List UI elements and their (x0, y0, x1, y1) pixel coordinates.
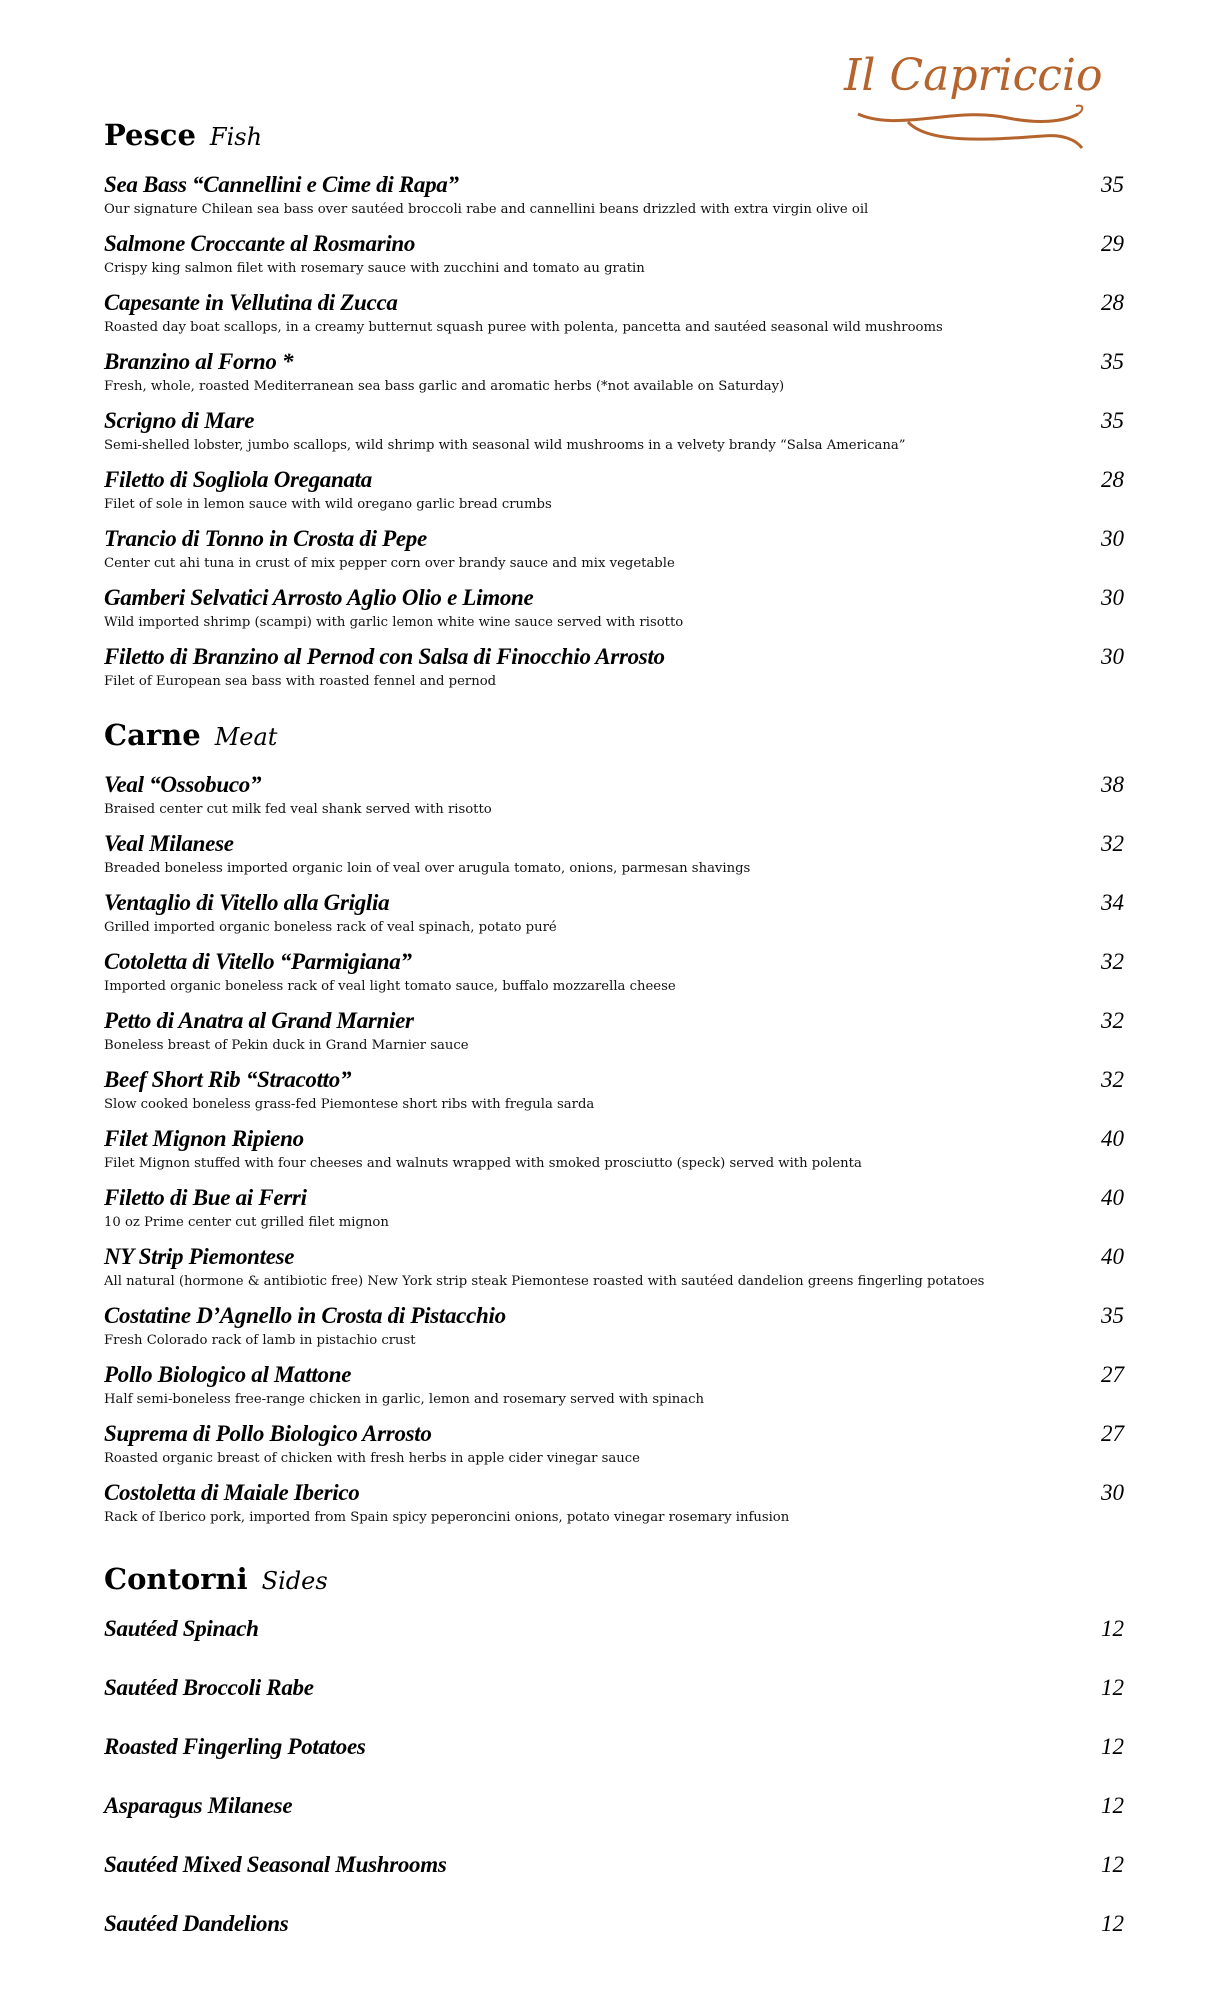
menu-item (104, 172, 1124, 231)
item-name: Asparagus Milanese (104, 1793, 293, 1818)
menu-item (104, 1421, 1124, 1480)
item-description: Rack of Iberico pork, imported from Spain spicy peperoncini onions, potato vinegar rosemary infusion (104, 1510, 790, 1525)
section-header (104, 118, 1124, 158)
item-description: All natural (hormone & antibiotic free) New York strip steak Piemontese roasted with sautéed dandelion greens fingerling potatoes (104, 1274, 985, 1289)
item-price: 12 (1101, 1852, 1124, 1877)
section-title: Contorni (104, 1562, 248, 1596)
item-name: Capesante in Vellutina di Zucca (104, 290, 398, 315)
menu-item (104, 1303, 1124, 1362)
item-name: Sea Bass “Cannellini e Cime di Rapa” (104, 172, 459, 197)
section-pesce (104, 118, 1124, 703)
item-description: Fresh, whole, roasted Mediterranean sea bass garlic and aromatic herbs (*not available on Saturday) (104, 379, 785, 394)
menu-item (104, 467, 1124, 526)
item-name: Pollo Biologico al Mattone (104, 1362, 352, 1387)
item-name: Sautéed Broccoli Rabe (104, 1675, 314, 1700)
item-price: 12 (1101, 1793, 1124, 1818)
item-description: Crispy king salmon filet with rosemary sauce with zucchini and tomato au gratin (104, 261, 645, 276)
menu-item (104, 526, 1124, 585)
item-price: 30 (1101, 644, 1124, 669)
item-name: Branzino al Forno * (104, 349, 294, 374)
item-name: Filet Mignon Ripieno (104, 1126, 304, 1151)
item-name: Filetto di Branzino al Pernod con Salsa di Finocchio Arrosto (104, 644, 665, 669)
menu-item (104, 1008, 1124, 1067)
item-description: Breaded boneless imported organic loin of veal over arugula tomato, onions, parmesan shavings (104, 861, 751, 876)
item-name: Ventaglio di Vitello alla Griglia (104, 890, 390, 915)
item-name: Salmone Croccante al Rosmarino (104, 231, 416, 256)
menu-items (104, 772, 1124, 1539)
item-name: Cotoletta di Vitello “Parmigiana” (104, 949, 412, 974)
item-description: Our signature Chilean sea bass over sautéed broccoli rabe and cannellini beans drizzled with extra virgin olive oil (104, 202, 869, 217)
section-subtitle: Meat (214, 723, 278, 751)
item-name: Costoletta di Maiale Iberico (104, 1480, 360, 1505)
menu-item (104, 772, 1124, 831)
menu-item (104, 1852, 1124, 1911)
item-price: 12 (1101, 1616, 1124, 1641)
item-description: Imported organic boneless rack of veal light tomato sauce, buffalo mozzarella cheese (104, 979, 676, 994)
item-price: 35 (1101, 349, 1124, 374)
item-name: Trancio di Tonno in Crosta di Pepe (104, 526, 427, 551)
menu-item (104, 831, 1124, 890)
item-price: 32 (1101, 949, 1124, 974)
menu-item (104, 231, 1124, 290)
item-price: 30 (1101, 526, 1124, 551)
section-contorni (104, 1562, 1124, 1970)
menu-item (104, 949, 1124, 1008)
item-name: Costatine D’Agnello in Crosta di Pistacchio (104, 1303, 506, 1328)
item-price: 35 (1101, 1303, 1124, 1328)
item-name: Filetto di Bue ai Ferri (104, 1185, 307, 1210)
menu-item (104, 1126, 1124, 1185)
menu-item (104, 1911, 1124, 1970)
menu-items (104, 172, 1124, 703)
item-price: 40 (1101, 1244, 1124, 1269)
section-title: Pesce (104, 118, 196, 152)
menu-item (104, 1480, 1124, 1539)
item-price: 27 (1101, 1421, 1124, 1446)
menu-item (104, 290, 1124, 349)
menu-item (104, 349, 1124, 408)
item-description: Half semi-boneless free-range chicken in garlic, lemon and rosemary served with spinach (104, 1392, 705, 1407)
item-name: Petto di Anatra al Grand Marnier (104, 1008, 414, 1033)
item-price: 38 (1101, 772, 1124, 797)
item-price: 32 (1101, 831, 1124, 856)
item-description: Roasted organic breast of chicken with fresh herbs in apple cider vinegar sauce (104, 1451, 640, 1466)
menu-item (104, 1675, 1124, 1734)
menu-item (104, 1616, 1124, 1675)
menu-item (104, 1734, 1124, 1793)
item-description: Fresh Colorado rack of lamb in pistachio crust (104, 1333, 416, 1348)
item-description: Grilled imported organic boneless rack of veal spinach, potato puré (104, 920, 557, 935)
item-price: 32 (1101, 1067, 1124, 1092)
item-name: Scrigno di Mare (104, 408, 255, 433)
section-subtitle: Fish (209, 123, 263, 151)
menu-item (104, 1067, 1124, 1126)
item-description: Roasted day boat scallops, in a creamy butternut squash puree with polenta, pancetta and sautéed seasonal wild mushrooms (104, 320, 943, 335)
item-name: Roasted Fingerling Potatoes (104, 1734, 366, 1759)
item-description: Braised center cut milk fed veal shank served with risotto (104, 802, 492, 817)
item-description: Wild imported shrimp (scampi) with garlic lemon white wine sauce served with risotto (104, 615, 684, 630)
item-name: Sautéed Mixed Seasonal Mushrooms (104, 1852, 447, 1877)
logo-wordmark: Il Capriccio (844, 50, 1103, 101)
menu-item (104, 1185, 1124, 1244)
item-description: Center cut ahi tuna in crust of mix pepper corn over brandy sauce and mix vegetable (104, 556, 675, 571)
item-price: 30 (1101, 585, 1124, 610)
item-price: 30 (1101, 1480, 1124, 1505)
section-header (104, 718, 1124, 758)
section-header (104, 1562, 1124, 1602)
menu-item (104, 408, 1124, 467)
item-description: Slow cooked boneless grass-fed Piemontese short ribs with fregula sarda (104, 1097, 595, 1112)
item-description: Filet of European sea bass with roasted fennel and pernod (104, 674, 497, 689)
item-name: Sautéed Dandelions (104, 1911, 289, 1936)
section-subtitle: Sides (261, 1567, 328, 1595)
item-price: 12 (1101, 1734, 1124, 1759)
item-description: Filet Mignon stuffed with four cheeses and walnuts wrapped with smoked prosciutto (speck) served with polenta (104, 1156, 862, 1171)
item-price: 35 (1101, 172, 1124, 197)
section-title: Carne (104, 718, 201, 752)
menu-item (104, 890, 1124, 949)
item-price: 29 (1101, 231, 1124, 256)
item-price: 28 (1101, 467, 1124, 492)
menu-item (104, 644, 1124, 703)
item-price: 27 (1101, 1362, 1124, 1387)
item-name: Sautéed Spinach (104, 1616, 259, 1641)
item-price: 12 (1101, 1911, 1124, 1936)
menu-item (104, 1244, 1124, 1303)
item-description: Filet of sole in lemon sauce with wild oregano garlic bread crumbs (104, 497, 552, 512)
menu-items (104, 1616, 1124, 1970)
menu-item (104, 585, 1124, 644)
section-carne (104, 718, 1124, 1539)
item-name: NY Strip Piemontese (104, 1244, 295, 1269)
item-description: Semi-shelled lobster, jumbo scallops, wild shrimp with seasonal wild mushrooms in a velvety brandy “Salsa Americana” (104, 438, 906, 453)
item-price: 28 (1101, 290, 1124, 315)
item-price: 35 (1101, 408, 1124, 433)
item-name: Veal “Ossobuco” (104, 772, 262, 797)
item-price: 32 (1101, 1008, 1124, 1033)
menu-item (104, 1793, 1124, 1852)
item-price: 34 (1101, 890, 1124, 915)
menu-item (104, 1362, 1124, 1421)
item-description: 10 oz Prime center cut grilled filet mignon (104, 1215, 389, 1230)
item-name: Gamberi Selvatici Arrosto Aglio Olio e Limone (104, 585, 534, 610)
item-price: 40 (1101, 1185, 1124, 1210)
item-name: Veal Milanese (104, 831, 234, 856)
item-description: Boneless breast of Pekin duck in Grand Marnier sauce (104, 1038, 469, 1053)
item-name: Beef Short Rib “Stracotto” (104, 1067, 352, 1092)
item-price: 40 (1101, 1126, 1124, 1151)
item-name: Suprema di Pollo Biologico Arrosto (104, 1421, 432, 1446)
item-name: Filetto di Sogliola Oreganata (104, 467, 372, 492)
item-price: 12 (1101, 1675, 1124, 1700)
